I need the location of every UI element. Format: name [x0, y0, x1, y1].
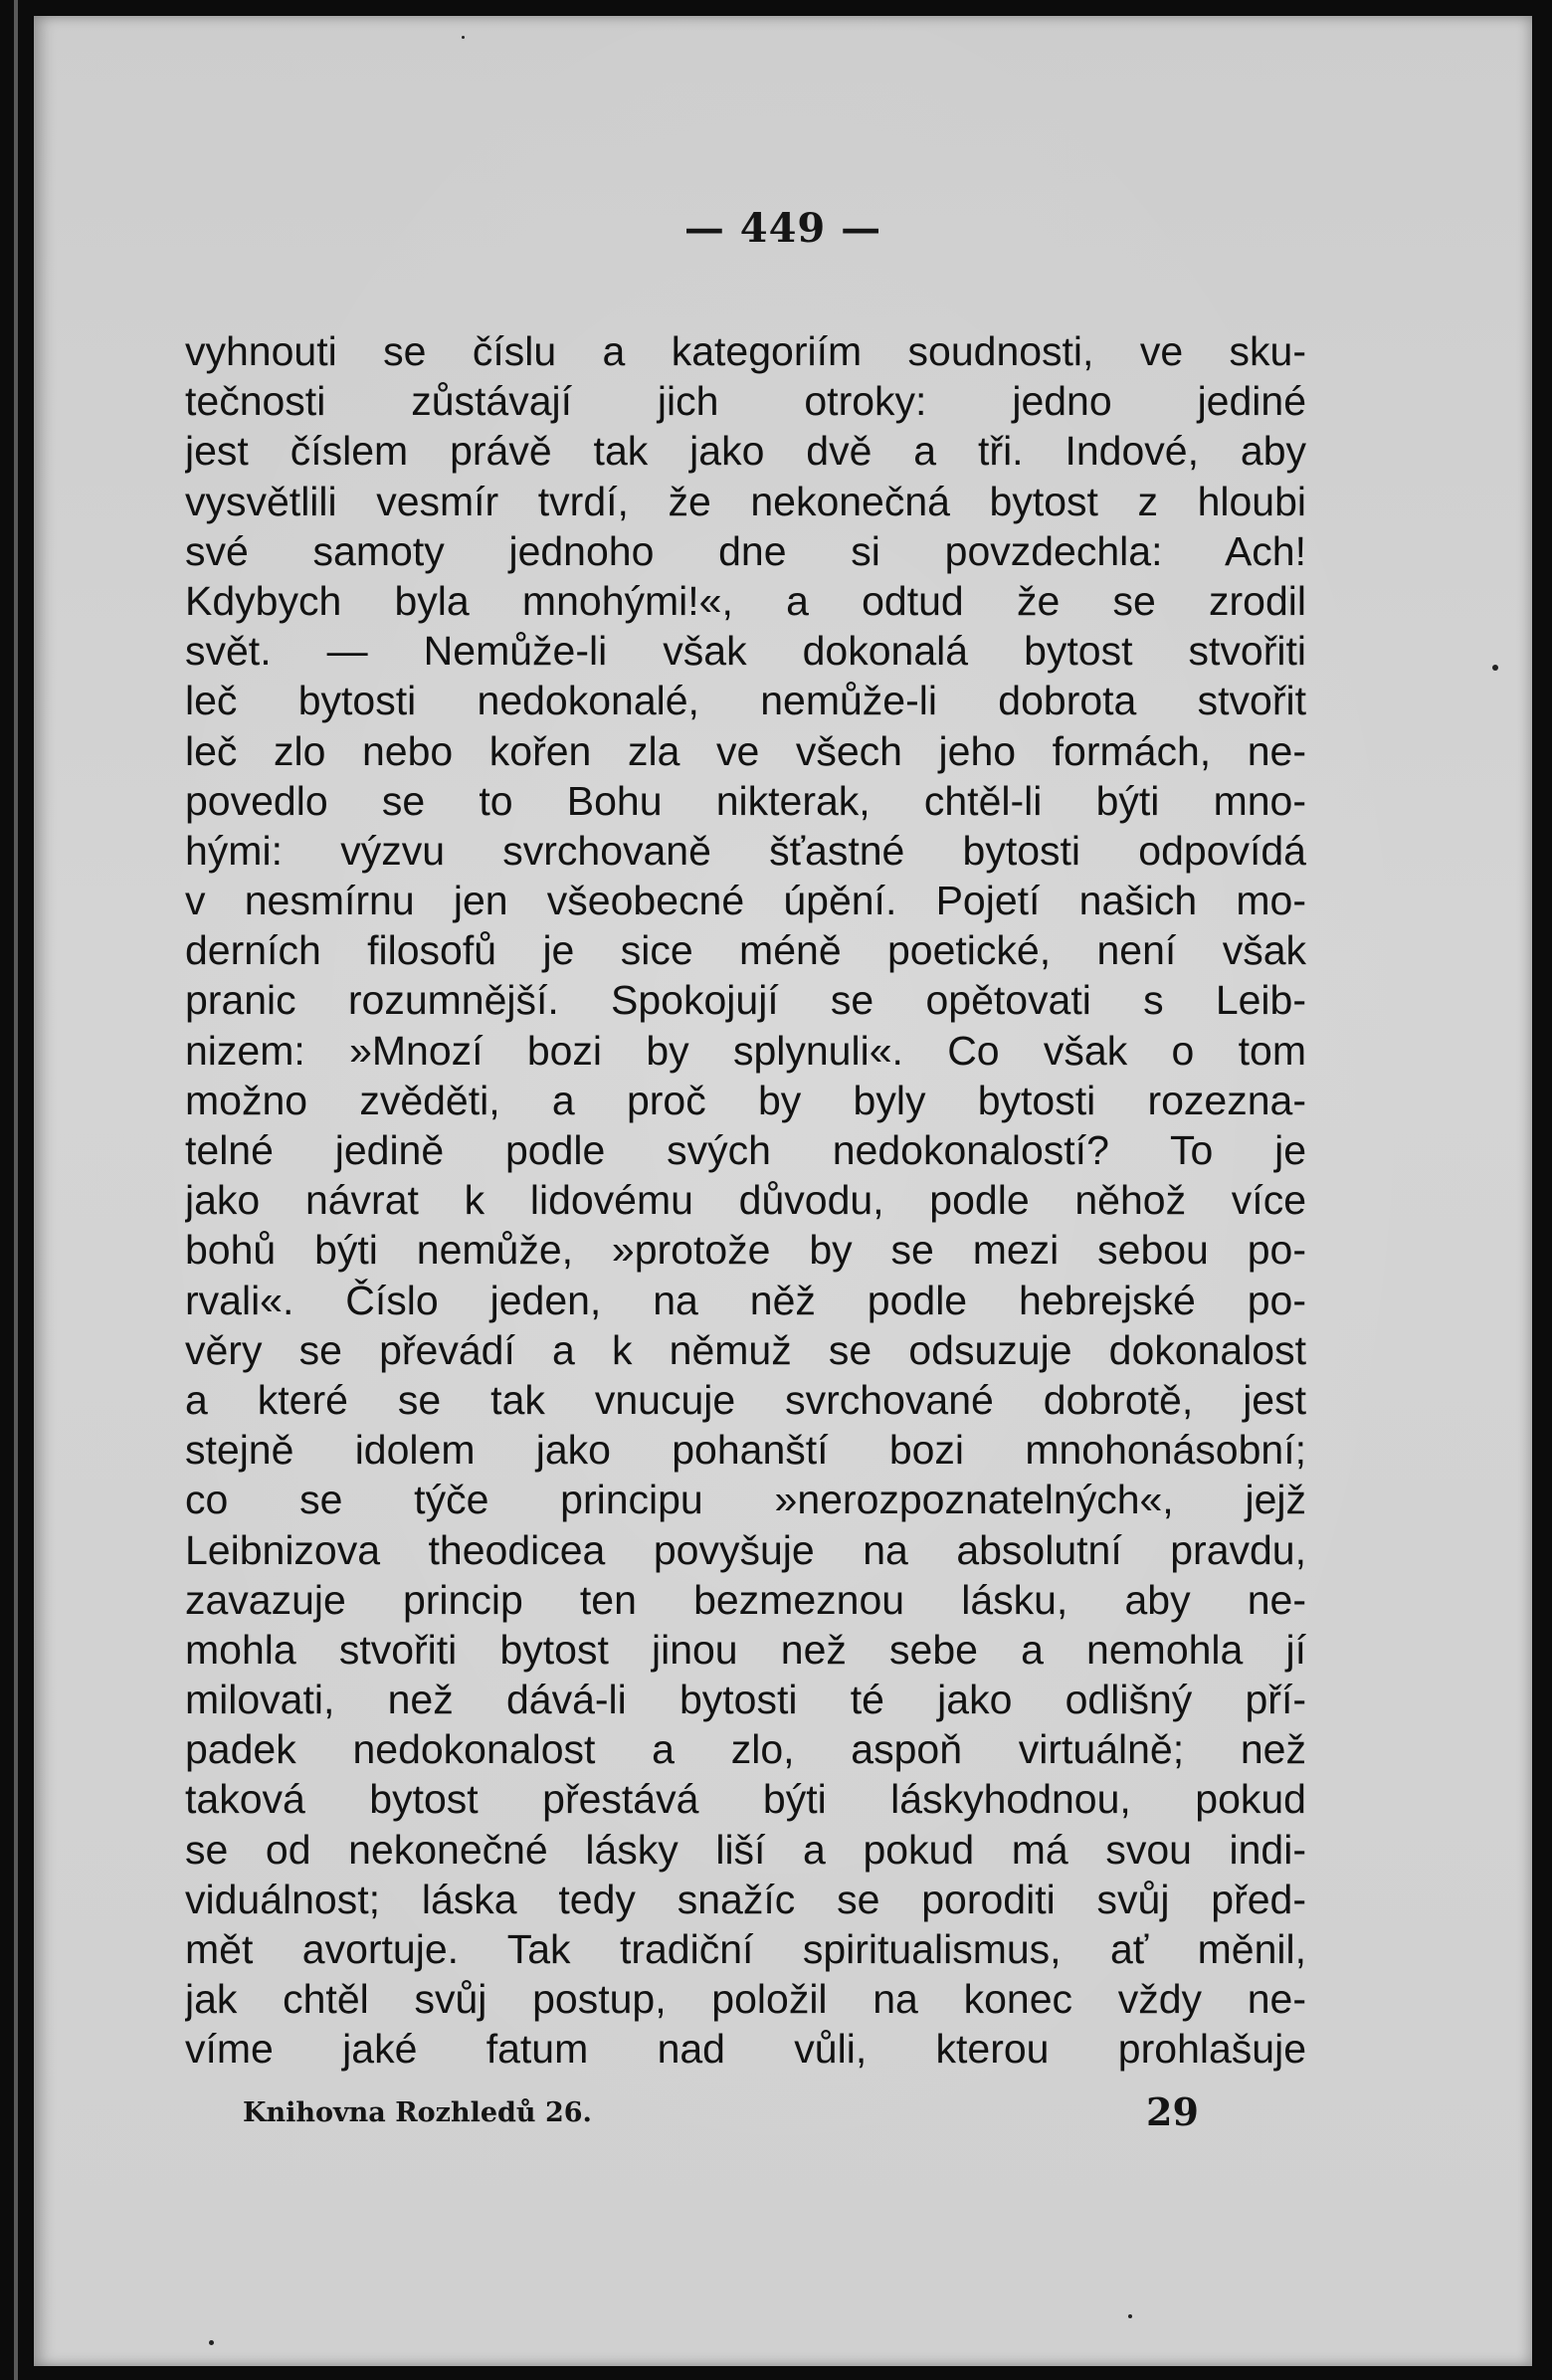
text-line: leč zlo nebo kořen zla ve všech jeho formách, ne-: [185, 727, 1306, 774]
text-line: jak chtěl svůj postup, položil na konec vždy ne-: [185, 1976, 1306, 2023]
text-line: viduálnost; láska tedy snažíc se poroditi svůj před-: [185, 1876, 1306, 1922]
text-line: mohla stvořiti bytost jinou než sebe a nemohla jí: [185, 1626, 1306, 1673]
text-line: hými: výzvu svrchovaně šťastné bytosti odpovídá: [185, 827, 1306, 874]
page-footer: [34, 2089, 1532, 2139]
page-number: — 449 —: [683, 205, 882, 252]
text-line: tečnosti zůstávají jich otroky: jedno jediné: [185, 378, 1306, 425]
text-line: jako návrat k lidovému důvodu, podle něhož více: [185, 1177, 1306, 1224]
text-line: vyhnouti se číslu a kategoriím soudnosti, ve sku-: [185, 328, 1306, 374]
dust-speck: [462, 36, 465, 39]
text-line: nizem: »Mnozí bozi by splynuli«. Co však o tom: [185, 1027, 1306, 1074]
text-line: derních filosofů je sice méně poetické, není však: [185, 927, 1306, 974]
text-line: povedlo se to Bohu nikterak, chtěl-li býti mno-: [185, 777, 1306, 824]
text-line: co se týče principu »nerozpoznatelných«, jejž: [185, 1477, 1306, 1523]
dust-speck: [1128, 2314, 1132, 2318]
book-page: [34, 16, 1532, 2366]
sheet-number: 29: [1146, 2089, 1199, 2134]
text-line: mět avortuje. Tak tradiční spiritualismus, ať měnil,: [185, 1926, 1306, 1972]
text-line: věry se převádí a k němuž se odsuzuje dokonalost: [185, 1326, 1306, 1373]
text-line: pranic rozumnější. Spokojují se opětovati s Leib-: [185, 977, 1306, 1024]
text-line: leč bytosti nedokonalé, nemůže-li dobrota stvořit: [185, 678, 1306, 724]
page-spine-shadow: [14, 0, 18, 2380]
text-line: možno zvěděti, a proč by byly bytosti rozezna-: [185, 1077, 1306, 1123]
text-line: padek nedokonalost a zlo, aspoň virtuálně; než: [185, 1726, 1306, 1773]
text-line: stejně idolem jako pohanští bozi mnohonásobní;: [185, 1427, 1306, 1474]
text-line: svět. — Nemůže-li však dokonalá bytost stvořiti: [185, 628, 1306, 675]
text-line: víme jaké fatum nad vůli, kterou prohlašuje: [185, 2026, 1306, 2073]
text-line: rvali«. Číslo jeden, na něž podle hebrejské po-: [185, 1277, 1306, 1323]
dust-speck: [1492, 665, 1498, 671]
text-line: Kdybych byla mnohými!«, a odtud že se zrodil: [185, 577, 1306, 624]
text-line: jest číslem právě tak jako dvě a tři. Indové, aby: [185, 428, 1306, 475]
text-line: milovati, než dává-li bytosti té jako odlišný pří-: [185, 1677, 1306, 1723]
text-line: vysvětlili vesmír tvrdí, že nekonečná bytost z hloubi: [185, 478, 1306, 524]
text-line: v nesmírnu jen všeobecné úpění. Pojetí našich mo-: [185, 878, 1306, 924]
text-line: bohů býti nemůže, »protože by se mezi sebou po-: [185, 1227, 1306, 1274]
text-line: se od nekonečné lásky liší a pokud má svou indi-: [185, 1826, 1306, 1873]
text-line: taková bytost přestává býti láskyhodnou, pokud: [185, 1776, 1306, 1823]
text-line: a které se tak vnucuje svrchované dobrotě, jest: [185, 1376, 1306, 1423]
dust-speck: [209, 2340, 214, 2345]
printer-signature: Knihovna Rozhledů 26.: [243, 2097, 592, 2128]
text-line: své samoty jednoho dne si povzdechla: Ach!: [185, 527, 1306, 574]
text-line: Leibnizova theodicea povyšuje na absolutní pravdu,: [185, 1526, 1306, 1573]
text-line: zavazuje princip ten bezmeznou lásku, aby ne-: [185, 1576, 1306, 1623]
body-text: [185, 326, 1306, 2075]
text-line: telné jedině podle svých nedokonalostí? To je: [185, 1127, 1306, 1173]
